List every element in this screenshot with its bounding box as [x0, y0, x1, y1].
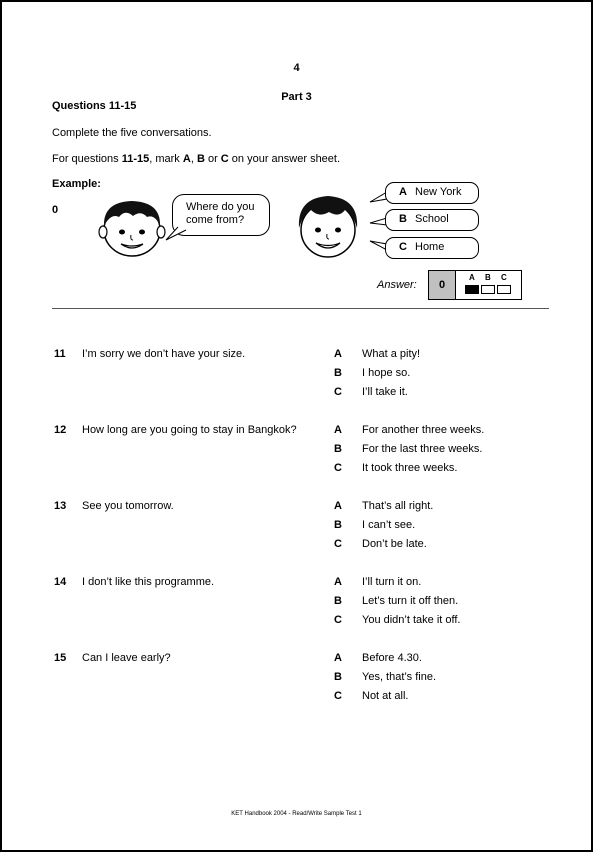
option-letter: C [334, 614, 342, 626]
option-letter: A [334, 652, 342, 664]
option-text: I’ll take it. [362, 386, 408, 398]
girl-face-illustration [293, 190, 363, 262]
question-text: I don’t like this programme. [82, 576, 215, 588]
question-text: How long are you going to stay in Bangkok? [82, 424, 297, 436]
option-text: What a pity! [362, 348, 421, 360]
option-text: That’s all right. [362, 500, 434, 512]
instruction-text: , mark [149, 153, 183, 165]
question-text: I’m sorry we don’t have your size. [82, 348, 246, 360]
instruction-letter-c: C [220, 153, 229, 165]
option-text: It took three weeks. [362, 462, 458, 474]
question-number: 15 [54, 652, 67, 664]
answer-mark-b [481, 285, 495, 294]
example-option-c [385, 237, 479, 259]
answer-mark-c [497, 285, 511, 294]
option-text: School [415, 213, 449, 225]
answer-mark-a [465, 285, 479, 294]
instruction-text: For questions [52, 153, 122, 165]
option-text: New York [415, 186, 462, 198]
question-text: Can I leave early? [82, 652, 171, 664]
question-number: 12 [54, 424, 67, 436]
answer-letter-c: C [501, 273, 507, 282]
option-letter: A [334, 500, 342, 512]
option-letter: C [399, 241, 407, 253]
option-text: Don’t be late. [362, 538, 427, 550]
option-text: Not at all. [362, 690, 409, 702]
option-letter: A [399, 186, 407, 198]
option-letter: B [334, 671, 342, 683]
option-letter: C [334, 538, 342, 550]
option-letter: B [334, 367, 342, 379]
answer-letter-a: A [469, 273, 475, 282]
instruction-text: or [204, 153, 221, 165]
part-heading: Part 3 [281, 91, 312, 103]
example-option-a [385, 182, 479, 204]
option-letter: B [334, 595, 342, 607]
option-letter: B [334, 519, 342, 531]
option-text: Let’s turn it off then. [362, 595, 459, 607]
example-question [186, 201, 254, 227]
question-text: See you tomorrow. [82, 500, 174, 512]
instruction-letter-b: B [196, 153, 205, 165]
bubble-tail-icon [164, 226, 194, 242]
question-number: 14 [54, 576, 67, 588]
example-option-b [385, 209, 479, 231]
option-letter: A [334, 424, 342, 436]
option-text: I hope so. [362, 367, 411, 379]
option-letter: C [334, 690, 342, 702]
option-letter: A [334, 348, 342, 360]
instruction-mark [52, 153, 340, 165]
instruction-complete: Complete the five conversations. [52, 127, 212, 139]
page-number: 4 [293, 62, 300, 74]
option-letter: B [399, 213, 407, 225]
footer: KET Handbook 2004 - Read/Write Sample Test 1 [231, 811, 362, 817]
question-number: 13 [54, 500, 67, 512]
instruction-letter-a: A [182, 153, 191, 165]
instruction-text: , [190, 153, 197, 165]
question-number: 11 [54, 348, 66, 360]
option-letter: C [334, 386, 342, 398]
section-title: Questions 11-15 [52, 100, 137, 112]
option-letter: A [334, 576, 342, 588]
example-number: 0 [52, 204, 59, 216]
option-text: I can’t see. [362, 519, 416, 531]
example-question-line1: Where do you [186, 201, 255, 213]
divider [52, 308, 549, 309]
instruction-range: 11-15 [121, 153, 150, 165]
option-letter: B [334, 443, 342, 455]
answer-label: Answer: [377, 279, 417, 291]
option-text: You didn’t take it off. [362, 614, 461, 626]
option-text: Yes, that’s fine. [362, 671, 436, 683]
example-label: Example: [52, 178, 101, 190]
option-text: For the last three weeks. [362, 443, 483, 455]
option-text: Home [415, 241, 445, 253]
answer-letter-b: B [485, 273, 491, 282]
example-question-line2: come from? [186, 214, 245, 226]
option-text: For another three weeks. [362, 424, 485, 436]
boy-face-illustration [97, 192, 167, 262]
option-text: Before 4.30. [362, 652, 422, 664]
answer-number: 0 [429, 271, 456, 299]
answer-key-box [428, 270, 522, 300]
option-text: I’ll turn it on. [362, 576, 422, 588]
option-letter: C [334, 462, 342, 474]
instruction-text: on your answer sheet. [228, 153, 341, 165]
